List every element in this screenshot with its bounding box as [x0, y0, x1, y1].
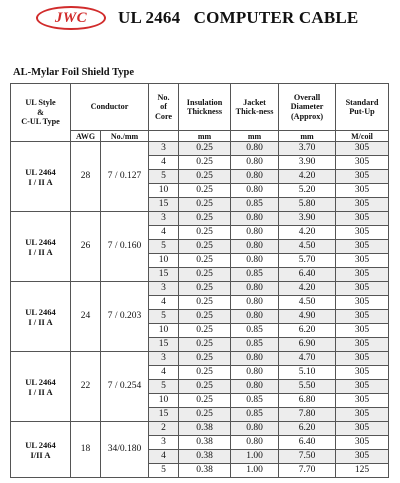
awg-cell: 28: [71, 142, 101, 212]
diameter-cell: 5.10: [279, 366, 336, 380]
header-ul-style: UL Style & C-UL Type: [11, 84, 71, 142]
insulation-cell: 0.25: [179, 282, 231, 296]
diameter-cell: 5.20: [279, 184, 336, 198]
jacket-cell: 0.80: [231, 380, 279, 394]
diameter-cell: 6.20: [279, 422, 336, 436]
jacket-cell: 0.80: [231, 156, 279, 170]
core-cell: 15: [149, 408, 179, 422]
jacket-cell: 0.80: [231, 170, 279, 184]
diameter-cell: 4.50: [279, 240, 336, 254]
core-cell: 4: [149, 366, 179, 380]
putup-cell: 305: [336, 268, 389, 282]
table-row: [11, 352, 389, 366]
diameter-cell: 4.20: [279, 282, 336, 296]
insulation-cell: 0.38: [179, 436, 231, 450]
insulation-cell: 0.25: [179, 408, 231, 422]
putup-cell: 305: [336, 352, 389, 366]
header-conductor: Conductor: [71, 84, 149, 131]
insulation-cell: 0.25: [179, 184, 231, 198]
section-title: AL-Mylar Foil Shield Type: [13, 67, 135, 78]
core-cell: 15: [149, 198, 179, 212]
header-jacket: Jacket Thick-ness: [231, 84, 279, 131]
ul-style-cell: UL 2464 I/II A: [11, 422, 71, 478]
insulation-cell: 0.25: [179, 226, 231, 240]
insulation-cell: 0.25: [179, 366, 231, 380]
insulation-cell: 0.25: [179, 324, 231, 338]
putup-cell: 305: [336, 156, 389, 170]
diameter-cell: 4.90: [279, 310, 336, 324]
diameter-cell: 3.90: [279, 156, 336, 170]
diameter-cell: 4.50: [279, 296, 336, 310]
core-cell: 5: [149, 464, 179, 478]
insulation-cell: 0.38: [179, 464, 231, 478]
insulation-cell: 0.25: [179, 352, 231, 366]
unit-awg: AWG: [71, 131, 101, 142]
putup-cell: 305: [336, 394, 389, 408]
putup-cell: 305: [336, 422, 389, 436]
core-cell: 15: [149, 268, 179, 282]
core-cell: 3: [149, 282, 179, 296]
diameter-cell: 7.70: [279, 464, 336, 478]
core-cell: 4: [149, 296, 179, 310]
diameter-cell: 6.40: [279, 268, 336, 282]
core-cell: 3: [149, 212, 179, 226]
insulation-cell: 0.38: [179, 422, 231, 436]
jacket-cell: 0.85: [231, 324, 279, 338]
jacket-cell: 0.80: [231, 366, 279, 380]
putup-cell: 305: [336, 380, 389, 394]
table-body: [11, 142, 389, 478]
ul-style-cell: UL 2464 I / II A: [11, 282, 71, 352]
insulation-cell: 0.25: [179, 198, 231, 212]
conductor-cell: 7 / 0.203: [101, 282, 149, 352]
header-core: No. of Core: [149, 84, 179, 131]
jacket-cell: 0.80: [231, 436, 279, 450]
insulation-cell: 0.25: [179, 310, 231, 324]
jacket-cell: 0.85: [231, 198, 279, 212]
unit-diameter: mm: [279, 131, 336, 142]
insulation-cell: 0.25: [179, 394, 231, 408]
putup-cell: 305: [336, 142, 389, 156]
insulation-cell: 0.25: [179, 212, 231, 226]
diameter-cell: 6.80: [279, 394, 336, 408]
jacket-cell: 0.80: [231, 352, 279, 366]
core-cell: 5: [149, 380, 179, 394]
ul-style-cell: UL 2464 I / II A: [11, 142, 71, 212]
diameter-cell: 4.20: [279, 226, 336, 240]
putup-cell: 305: [336, 366, 389, 380]
jacket-cell: 0.85: [231, 408, 279, 422]
core-cell: 4: [149, 156, 179, 170]
jacket-cell: 1.00: [231, 450, 279, 464]
table-row: [11, 142, 389, 156]
insulation-cell: 0.25: [179, 296, 231, 310]
putup-cell: 305: [336, 338, 389, 352]
core-cell: 4: [149, 226, 179, 240]
jacket-cell: 0.80: [231, 240, 279, 254]
header-insulation: Insulation Thickness: [179, 84, 231, 131]
insulation-cell: 0.25: [179, 142, 231, 156]
awg-cell: 22: [71, 352, 101, 422]
unit-nomm: No./mm: [101, 131, 149, 142]
conductor-cell: 7 / 0.254: [101, 352, 149, 422]
putup-cell: 305: [336, 296, 389, 310]
ul-style-cell: UL 2464 I / II A: [11, 352, 71, 422]
putup-cell: 305: [336, 212, 389, 226]
diameter-cell: 7.80: [279, 408, 336, 422]
diameter-cell: 3.90: [279, 212, 336, 226]
jacket-cell: 0.85: [231, 338, 279, 352]
conductor-cell: 34/0.180: [101, 422, 149, 478]
jacket-cell: 0.80: [231, 296, 279, 310]
diameter-cell: 6.90: [279, 338, 336, 352]
core-cell: 5: [149, 240, 179, 254]
core-cell: 3: [149, 352, 179, 366]
table-row: [11, 282, 389, 296]
putup-cell: 305: [336, 450, 389, 464]
page-header: [36, 6, 376, 32]
jacket-cell: 0.80: [231, 142, 279, 156]
diameter-cell: 7.50: [279, 450, 336, 464]
putup-cell: 305: [336, 324, 389, 338]
insulation-cell: 0.25: [179, 156, 231, 170]
core-cell: 2: [149, 422, 179, 436]
insulation-cell: 0.25: [179, 338, 231, 352]
core-cell: 10: [149, 394, 179, 408]
unit-insulation: mm: [179, 131, 231, 142]
core-cell: 10: [149, 184, 179, 198]
diameter-cell: 4.70: [279, 352, 336, 366]
unit-core: [149, 131, 179, 142]
conductor-cell: 7 / 0.160: [101, 212, 149, 282]
core-cell: 5: [149, 310, 179, 324]
awg-cell: 24: [71, 282, 101, 352]
jacket-cell: 0.85: [231, 394, 279, 408]
unit-putup: M/coil: [336, 131, 389, 142]
header-putup: Standard Put-Up: [336, 84, 389, 131]
diameter-cell: 5.50: [279, 380, 336, 394]
jacket-cell: 0.85: [231, 268, 279, 282]
jacket-cell: 0.80: [231, 184, 279, 198]
diameter-cell: 6.20: [279, 324, 336, 338]
header-diameter: Overall Diameter (Approx): [279, 84, 336, 131]
diameter-cell: 3.70: [279, 142, 336, 156]
core-cell: 10: [149, 254, 179, 268]
jacket-cell: 0.80: [231, 310, 279, 324]
logo-text: JWC: [54, 9, 88, 26]
diameter-cell: 5.70: [279, 254, 336, 268]
putup-cell: 305: [336, 184, 389, 198]
conductor-cell: 7 / 0.127: [101, 142, 149, 212]
diameter-cell: 5.80: [279, 198, 336, 212]
putup-cell: 305: [336, 408, 389, 422]
insulation-cell: 0.25: [179, 380, 231, 394]
core-cell: 4: [149, 450, 179, 464]
jacket-cell: 0.80: [231, 226, 279, 240]
putup-cell: 305: [336, 198, 389, 212]
awg-cell: 18: [71, 422, 101, 478]
insulation-cell: 0.25: [179, 170, 231, 184]
jwc-logo: [36, 6, 106, 30]
awg-cell: 26: [71, 212, 101, 282]
table-row: [11, 422, 389, 436]
cable-spec-table: [10, 83, 389, 478]
page-title: UL 2464 COMPUTER CABLE: [118, 8, 359, 27]
putup-cell: 305: [336, 310, 389, 324]
diameter-cell: 6.40: [279, 436, 336, 450]
putup-cell: 305: [336, 436, 389, 450]
putup-cell: 125: [336, 464, 389, 478]
table-row: [11, 212, 389, 226]
putup-cell: 305: [336, 254, 389, 268]
core-cell: 3: [149, 436, 179, 450]
core-cell: 15: [149, 338, 179, 352]
putup-cell: 305: [336, 226, 389, 240]
jacket-cell: 0.80: [231, 254, 279, 268]
core-cell: 5: [149, 170, 179, 184]
putup-cell: 305: [336, 282, 389, 296]
ul-style-cell: UL 2464 I / II A: [11, 212, 71, 282]
putup-cell: 305: [336, 170, 389, 184]
insulation-cell: 0.25: [179, 268, 231, 282]
jacket-cell: 0.80: [231, 282, 279, 296]
insulation-cell: 0.25: [179, 240, 231, 254]
putup-cell: 305: [336, 240, 389, 254]
jacket-cell: 0.80: [231, 422, 279, 436]
diameter-cell: 4.20: [279, 170, 336, 184]
core-cell: 10: [149, 324, 179, 338]
jacket-cell: 0.80: [231, 212, 279, 226]
insulation-cell: 0.38: [179, 450, 231, 464]
core-cell: 3: [149, 142, 179, 156]
jacket-cell: 1.00: [231, 464, 279, 478]
insulation-cell: 0.25: [179, 254, 231, 268]
unit-jacket: mm: [231, 131, 279, 142]
